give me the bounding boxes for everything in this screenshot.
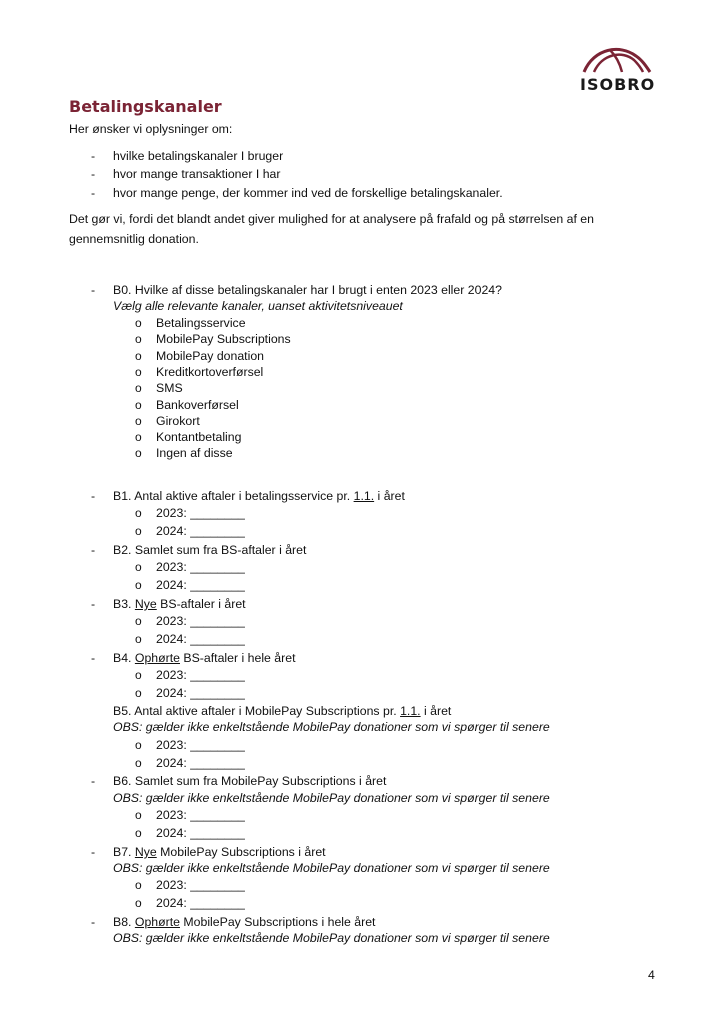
bullet: o [135,668,142,682]
intro-text: Her ønsker vi oplysninger om: [69,122,233,136]
question-b4: B4. Ophørte BS-aftaler i hele året [113,651,296,665]
bullet: o [135,826,142,840]
b0-option[interactable]: Girokort [156,414,200,428]
bullet: o [135,332,142,346]
question-b2: B2. Samlet sum fra BS-aftaler i året [113,543,307,557]
dash: - [91,149,96,163]
intro-item: hvor mange transaktioner I har [113,167,281,181]
obs-note: OBS: gælder ikke enkeltstående MobilePay donationer som vi spørger til senere [113,791,550,805]
bullet: o [135,524,142,538]
bullet: o [135,808,142,822]
bullet: o [135,398,142,412]
b0-option[interactable]: MobilePay Subscriptions [156,332,291,346]
b6-2024-field[interactable]: 2024: ________ [156,826,245,840]
dash: - [91,651,96,665]
b0-option[interactable]: Kontantbetaling [156,430,242,444]
bullet: o [135,316,142,330]
b1-2023-field[interactable]: 2023: ________ [156,506,245,520]
obs-note: OBS: gælder ikke enkeltstående MobilePay donationer som vi spørger til senere [113,861,550,875]
dash: - [91,597,96,611]
bullet: o [135,349,142,363]
bullet: o [135,365,142,379]
bullet: o [135,578,142,592]
bullet: o [135,430,142,444]
isobro-logo-mark [580,42,656,74]
dash: - [91,915,96,929]
question-b0: B0. Hvilke af disse betalingskanaler har I brugt i enten 2023 eller 2024? [113,283,502,297]
bullet: o [135,506,142,520]
bullet: o [135,446,142,460]
b4-2024-field[interactable]: 2024: ________ [156,686,245,700]
b7-2023-field[interactable]: 2023: ________ [156,878,245,892]
section-heading: Betalingskanaler [69,97,222,116]
b4-2023-field[interactable]: 2023: ________ [156,668,245,682]
question-b1: B1. Antal aktive aftaler i betalingsservice pr. 1.1. i året [113,489,405,503]
bullet: o [135,896,142,910]
question-b7: B7. Nye MobilePay Subscriptions i året [113,845,326,859]
b3-2023-field[interactable]: 2023: ________ [156,614,245,628]
dash: - [91,186,96,200]
dash: - [91,167,96,181]
b5-2023-field[interactable]: 2023: ________ [156,738,245,752]
paragraph-line: gennemsnitlig donation. [69,232,199,246]
b5-2024-field[interactable]: 2024: ________ [156,756,245,770]
isobro-logo-text: ISOBRO [580,75,656,94]
b2-2024-field[interactable]: 2024: ________ [156,578,245,592]
bullet: o [135,632,142,646]
b0-option[interactable]: Bankoverførsel [156,398,239,412]
b1-2024-field[interactable]: 2024: ________ [156,524,245,538]
bullet: o [135,878,142,892]
bullet: o [135,614,142,628]
b0-option[interactable]: Ingen af disse [156,446,233,460]
b0-option[interactable]: SMS [156,381,183,395]
question-b0-note: Vælg alle relevante kanaler, uanset aktivitetsniveauet [113,299,403,313]
b0-option[interactable]: Kreditkortoverførsel [156,365,264,379]
bullet: o [135,738,142,752]
b3-2024-field[interactable]: 2024: ________ [156,632,245,646]
dash: - [91,543,96,557]
dash: - [91,489,96,503]
intro-item: hvor mange penge, der kommer ind ved de forskellige betalingskanaler. [113,186,503,200]
obs-note: OBS: gælder ikke enkeltstående MobilePay donationer som vi spørger til senere [113,720,550,734]
paragraph-line: Det gør vi, fordi det blandt andet giver mulighed for at analysere på frafald og på størrelsen af en [69,212,594,226]
question-b5: B5. Antal aktive aftaler i MobilePay Subscriptions pr. 1.1. i året [113,704,452,718]
bullet: o [135,414,142,428]
bullet: o [135,381,142,395]
b7-2024-field[interactable]: 2024: ________ [156,896,245,910]
b0-option[interactable]: MobilePay donation [156,349,265,363]
obs-note: OBS: gælder ikke enkeltstående MobilePay donationer som vi spørger til senere [113,931,550,945]
question-b8: B8. Ophørte MobilePay Subscriptions i hele året [113,915,376,929]
bullet: o [135,560,142,574]
dash: - [91,774,96,788]
b2-2023-field[interactable]: 2023: ________ [156,560,245,574]
b6-2023-field[interactable]: 2023: ________ [156,808,245,822]
question-b3: B3. Nye BS-aftaler i året [113,597,246,611]
bullet: o [135,756,142,770]
page-number: 4 [648,968,655,982]
question-b6: B6. Samlet sum fra MobilePay Subscriptions i året [113,774,387,788]
dash: - [91,283,96,297]
b0-option[interactable]: Betalingsservice [156,316,246,330]
dash: - [91,845,96,859]
bullet: o [135,686,142,700]
intro-item: hvilke betalingskanaler I bruger [113,149,284,163]
